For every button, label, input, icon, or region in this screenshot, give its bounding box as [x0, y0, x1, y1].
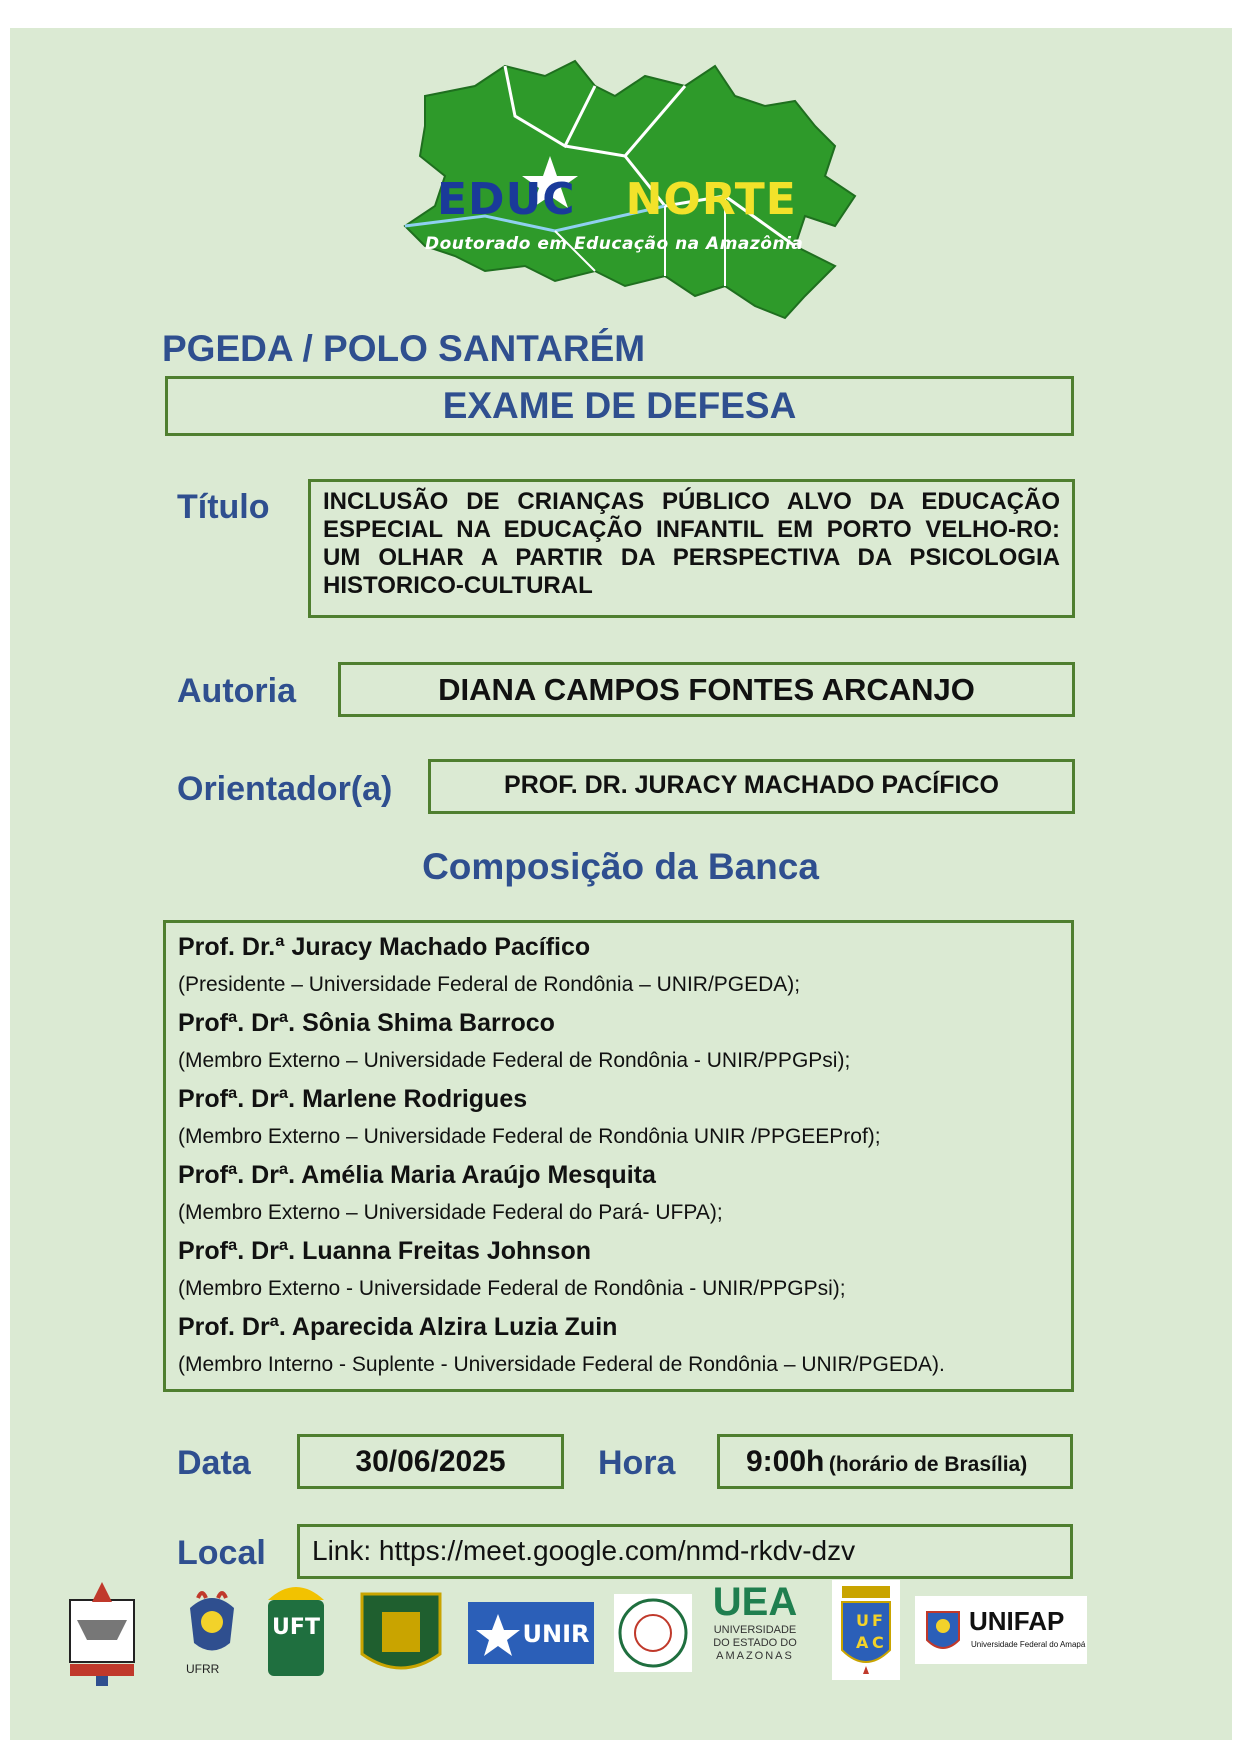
hora-note: (horário de Brasília) — [828, 1453, 1028, 1476]
ufopa-logo — [358, 1584, 444, 1684]
local-box — [297, 1524, 1073, 1579]
autoria-value: DIANA CAMPOS FONTES ARCANJO — [438, 672, 975, 707]
member-name: Profª. Drª. Amélia Maria Araújo Mesquita — [178, 1161, 656, 1189]
data-value: 30/06/2025 — [355, 1445, 506, 1478]
hora-value: 9:00h — [746, 1445, 825, 1478]
banca-member — [178, 929, 1059, 1005]
banca-member — [178, 1081, 1059, 1157]
program-heading: PGEDA / POLO SANTARÉM — [162, 328, 646, 369]
banca-member — [178, 1233, 1059, 1309]
logo-wordmark: EDUC NORTE — [437, 174, 797, 225]
uea-line3: AMAZONAS — [716, 1650, 794, 1662]
unifap-crest-icon — [923, 1602, 963, 1658]
ufam-logo — [614, 1594, 692, 1672]
orientador-box — [428, 759, 1075, 814]
orientador-label: Orientador(a) — [177, 770, 393, 808]
local-label: Local — [177, 1534, 266, 1572]
titulo-value: INCLUSÃO DE CRIANÇAS PÚBLICO ALVO DA EDUCAÇÃO ESPECIAL NA EDUCAÇÃO INFANTIL EM PORTO VELHO-RO: UM OLHAR A PARTIR DA PERSPECTIVA DA PSICOLOGIA HISTORICO-CULTURAL — [323, 488, 1060, 599]
member-name: Prof. Drª. Aparecida Alzira Luzia Zuin — [178, 1313, 618, 1341]
uea-line2: DO ESTADO DO — [713, 1637, 797, 1649]
autoria-box — [338, 662, 1075, 717]
unir-label: UNIR — [522, 1620, 590, 1648]
event-title-box — [165, 376, 1074, 436]
uea-logo — [710, 1580, 800, 1663]
member-role: (Presidente – Universidade Federal de Rondônia – UNIR/PGEDA); — [178, 973, 801, 996]
member-name: Profª. Drª. Luanna Freitas Johnson — [178, 1237, 592, 1265]
hora-box — [717, 1434, 1073, 1489]
titulo-box — [308, 479, 1075, 618]
data-box — [297, 1434, 564, 1489]
member-role: (Membro Externo – Universidade Federal de Rondônia - UNIR/PPGPsi); — [178, 1049, 851, 1072]
unir-logo — [468, 1602, 594, 1664]
member-role: (Membro Interno - Suplente - Universidade Federal de Rondônia – UNIR/PGEDA). — [178, 1353, 945, 1376]
uea-line1: UNIVERSIDADE — [713, 1624, 797, 1636]
member-role: (Membro Externo – Universidade Federal do Pará- UFPA); — [178, 1201, 723, 1224]
uea-short: UEA — [712, 1580, 798, 1624]
banca-member — [178, 1157, 1059, 1233]
banca-member — [178, 1309, 1059, 1385]
ufac-logo — [832, 1580, 900, 1684]
banca-title: Composição da Banca — [422, 846, 819, 887]
ufrr-label: UFRR — [186, 1662, 220, 1676]
meeting-link[interactable]: Link: https://meet.google.com/nmd-rkdv-dzv — [312, 1535, 856, 1566]
member-name: Prof. Dr.ª Juracy Machado Pacífico — [178, 933, 591, 961]
ufac-letter-u: U — [856, 1611, 869, 1630]
banca-box — [163, 920, 1074, 1392]
ufac-letter-f: F — [872, 1611, 883, 1630]
orientador-value: PROF. DR. JURACY MACHADO PACÍFICO — [504, 771, 999, 799]
hora-label: Hora — [598, 1444, 676, 1482]
unifap-subtitle: Universidade Federal do Amapá — [971, 1640, 1086, 1649]
ufac-letter-c: C — [872, 1633, 884, 1652]
member-name: Profª. Drª. Marlene Rodrigues — [178, 1085, 528, 1113]
ufac-letter-a: A — [856, 1633, 869, 1652]
member-name: Profª. Drª. Sônia Shima Barroco — [178, 1009, 555, 1037]
titulo-label: Título — [177, 488, 270, 526]
autoria-label: Autoria — [177, 672, 296, 710]
unifap-logo — [915, 1596, 1087, 1664]
ufpa-logo — [62, 1580, 142, 1690]
member-role: (Membro Externo – Universidade Federal de Rondônia UNIR /PPGEEProf); — [178, 1125, 881, 1148]
logo-tagline: Doutorado em Educação na Amazônia — [425, 234, 804, 254]
uft-label: UFT — [272, 1615, 320, 1640]
data-label: Data — [177, 1444, 251, 1482]
ufrr-logo — [180, 1588, 244, 1658]
event-title: EXAME DE DEFESA — [442, 385, 797, 426]
unifap-name: UNIFAP — [969, 1606, 1065, 1636]
uft-logo — [262, 1580, 330, 1684]
banca-member — [178, 1005, 1059, 1081]
educanorte-logo — [365, 56, 885, 326]
institution-logos — [0, 1580, 1241, 1700]
member-role: (Membro Externo - Universidade Federal de Rondônia - UNIR/PPGPsi); — [178, 1277, 846, 1300]
